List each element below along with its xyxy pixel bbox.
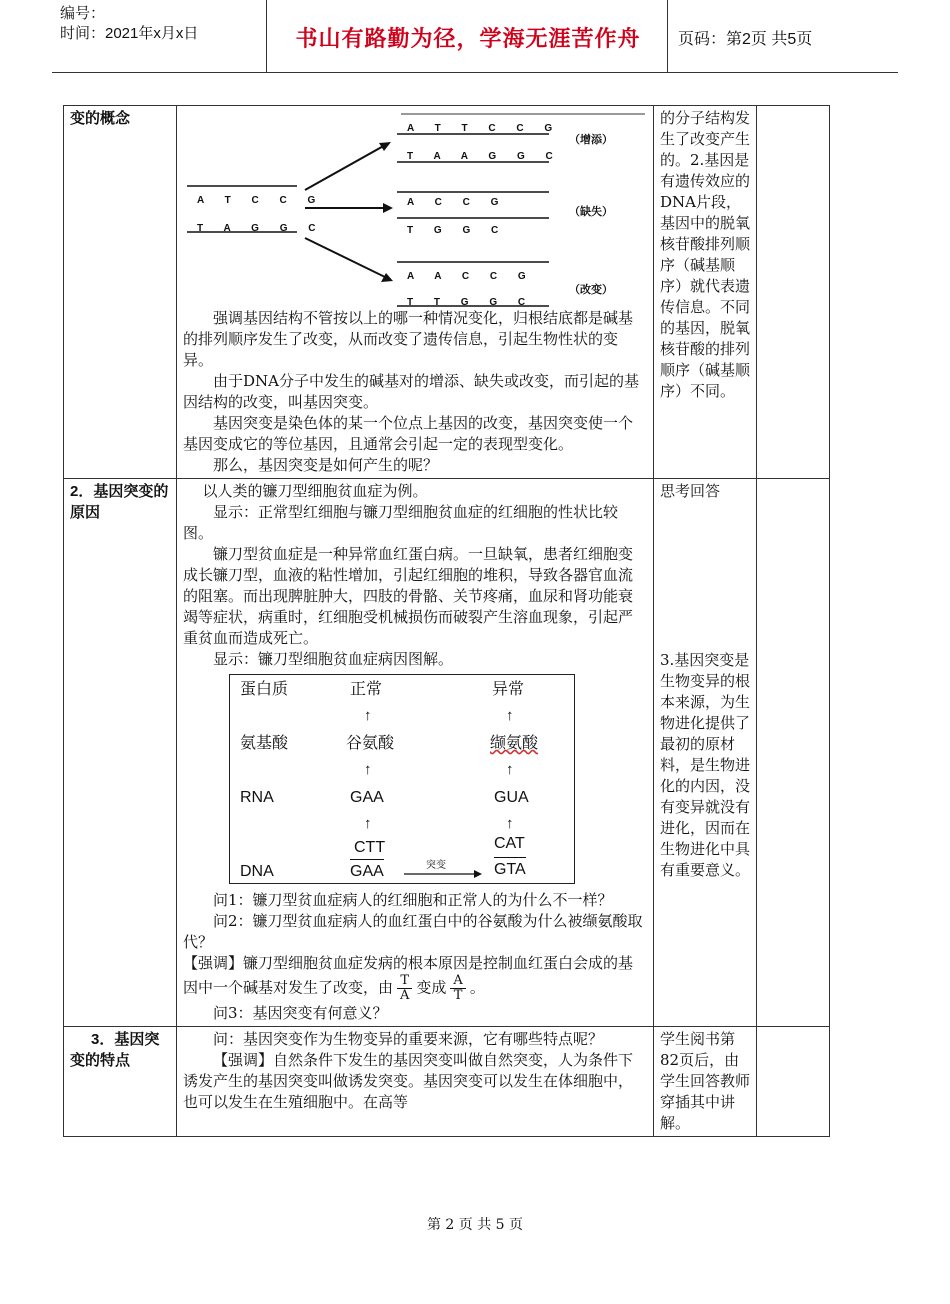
topic-label: 3．基因突变的特点 — [70, 1031, 160, 1069]
note-text: 3.基因突变是生物变异的根本来源，为生物进化提供了最初的原材料，是生物进化的内因，没有变异就没有进化，因而在生物进化中具有重要意义。 — [660, 651, 751, 879]
content-cell — [177, 479, 654, 1027]
topic-cell — [64, 106, 177, 479]
table-row — [64, 106, 830, 479]
seq-del-bottom: T G G C — [407, 225, 508, 236]
topic-cell — [64, 1027, 177, 1137]
seq-add-bottom: T A A G G C — [407, 151, 562, 162]
seq-change-top: A A C C G — [407, 271, 535, 282]
dna-normal-bottom: GAA — [350, 859, 384, 882]
base-pair-fraction — [450, 974, 465, 1003]
seq-add-top: A T T C C G — [407, 123, 562, 134]
emphasis-part: 变成 — [416, 978, 447, 997]
seq-del-top: A C C G — [407, 197, 508, 208]
question: 问1：镰刀型贫血症病人的红细胞和正常人的为什么不一样？ — [213, 891, 613, 909]
paragraph: 显示：正常型红细胞与镰刀型细胞贫血症的红细胞的性状比较图。 — [183, 503, 619, 542]
mutation-label: 突变 — [426, 860, 446, 871]
paragraph: 镰刀型贫血症是一种异常血红蛋白病。一旦缺氧，患者红细胞变成长镰刀型，血液的粘性增加，引起红细胞的堆积，导致各器官血流的阻塞。而出现脾脏肿大，四肢的骨骼、关节疼痛，血尿和肾功能衰竭等症状，病重时，红细胞受机械损伤而破裂产生溶血现象，引起严重贫血而造成死亡。 — [183, 545, 634, 647]
dna-mutant-bottom: GTA — [494, 857, 526, 880]
mutation-arrow-icon — [404, 869, 484, 879]
note-text: 学生阅书第82页后，由学生回答教师穿插其中讲解。 — [660, 1030, 751, 1132]
paragraph: 问：基因突变作为生物变异的重要来源，它有哪些特点呢？ — [213, 1030, 604, 1048]
paragraph: 【强调】自然条件下发生的基因突变叫做自然突变，人为条件下诱发产生的基因突变叫做诱发突变。基因突变可以发生在体细胞中，也可以发生在生殖细胞中。在高等 — [183, 1051, 634, 1111]
seq-original-top: A T C C G — [197, 195, 325, 206]
topic-label: 变的概念 — [70, 110, 131, 127]
arrow-head — [381, 273, 393, 282]
header-divider — [266, 0, 267, 72]
header-divider — [667, 0, 668, 72]
normal-label: 正常 — [350, 681, 383, 698]
label-change: （改变） — [569, 284, 613, 296]
topic-label: 2．基因突变的原因 — [70, 483, 169, 521]
up-arrow-icon: ↑ — [506, 707, 514, 724]
row-label-protein: 蛋白质 — [240, 681, 289, 698]
fraction-bottom: A — [400, 988, 410, 1003]
fraction-bottom: T — [453, 988, 463, 1003]
lesson-table — [63, 105, 830, 1137]
question: 问3：基因突变有何意义？ — [213, 1004, 388, 1022]
up-arrow-icon: ↑ — [364, 815, 372, 832]
emphasis-part: 。 — [469, 978, 485, 997]
arrow-line — [305, 238, 387, 278]
empty-cell — [757, 106, 830, 479]
note-text: 的分子结构发生了改变产生的。2.基因是有遗传效应的DNA片段，基因中的脱氧核苷酸排列顺序（碱基顺序）就代表遗传信息。不同的基因，脱氧核苷酸的排列顺序（碱基顺序）不同。 — [660, 109, 751, 400]
empty-cell — [757, 1027, 830, 1137]
up-arrow-icon: ↑ — [506, 761, 514, 778]
abnormal-label: 异常 — [492, 681, 525, 698]
row-label-amino-acid: 氨基酸 — [240, 735, 289, 752]
fraction-top: T — [397, 974, 412, 989]
time-label: 时间：2021年x月x日 — [60, 25, 199, 42]
notes-cell — [654, 479, 757, 1027]
page-indicator: 页码：第2页 共5页 — [678, 31, 813, 48]
codon-normal: GAA — [350, 789, 384, 806]
paragraph: 由于DNA分子中发生的碱基对的增添、缺失或改变，而引起的基因结构的改变，叫基因突变。 — [183, 372, 639, 411]
paragraph: 那么，基因突变是如何产生的呢？ — [213, 456, 439, 474]
number-label: 编号： — [60, 5, 106, 22]
row-label-dna: DNA — [240, 863, 274, 880]
paragraph: 基因突变是染色体的某一个位点上基因的改变，基因突变使一个基因变成它的等位基因，且通常会引起一定的表现型变化。 — [183, 414, 634, 453]
page-header — [52, 0, 898, 73]
pathogenesis-diagram — [229, 674, 575, 884]
glutamic-acid-label: 谷氨酸 — [346, 735, 395, 752]
base-pair-fraction — [397, 974, 412, 1003]
header-motto: 书山有路勤为径，学海无涯苦作舟 — [295, 26, 641, 52]
emphasis-text — [183, 953, 647, 1003]
up-arrow-icon: ↑ — [364, 707, 372, 724]
page-footer: 第 2 页 共 5 页 — [426, 1217, 524, 1233]
note-text: 思考回答 — [660, 482, 721, 500]
dna-mutant-top: CAT — [494, 835, 525, 852]
question: 问2：镰刀型贫血症病人的血红蛋白中的谷氨酸为什么被缬氨酸取代？ — [183, 912, 643, 951]
emphasis-part: 【强调】镰刀型细胞贫血症发病的根本原因是控制血红蛋白会成的基因中一个碱基对发生了改变，由 — [183, 954, 634, 997]
table-row — [64, 1027, 830, 1137]
topic-cell — [64, 479, 177, 1027]
seq-change-bottom: T T G G C — [407, 297, 535, 308]
content-cell — [177, 1027, 654, 1137]
notes-cell — [654, 1027, 757, 1137]
codon-mutant: GUA — [494, 789, 529, 806]
arrow-head — [383, 203, 393, 213]
seq-original-bottom: T A G G C — [197, 223, 325, 234]
table-row — [64, 479, 830, 1027]
empty-cell — [757, 479, 830, 1027]
row-label-rna: RNA — [240, 789, 274, 806]
paragraph: 强调基因结构不管按以上的哪一种情况变化，归根结底都是碱基的排列顺序发生了改变，从而改变了遗传信息，引起生物性状的变异。 — [183, 309, 634, 369]
notes-cell — [654, 106, 757, 479]
content-cell — [177, 106, 654, 479]
mutation-diagram — [183, 108, 647, 308]
arrow-line — [305, 144, 387, 190]
paragraph: 以人类的镰刀型细胞贫血症为例。 — [202, 482, 428, 500]
valine-label: 缬氨酸 — [490, 735, 539, 752]
fraction-top: A — [450, 974, 465, 989]
up-arrow-icon: ↑ — [364, 761, 372, 778]
label-add: （增添） — [569, 134, 613, 146]
up-arrow-icon: ↑ — [506, 815, 514, 832]
paragraph: 显示：镰刀型细胞贫血症病因图解。 — [213, 650, 454, 668]
dna-normal-top: CTT — [354, 839, 386, 856]
label-deletion: （缺失） — [569, 206, 613, 218]
